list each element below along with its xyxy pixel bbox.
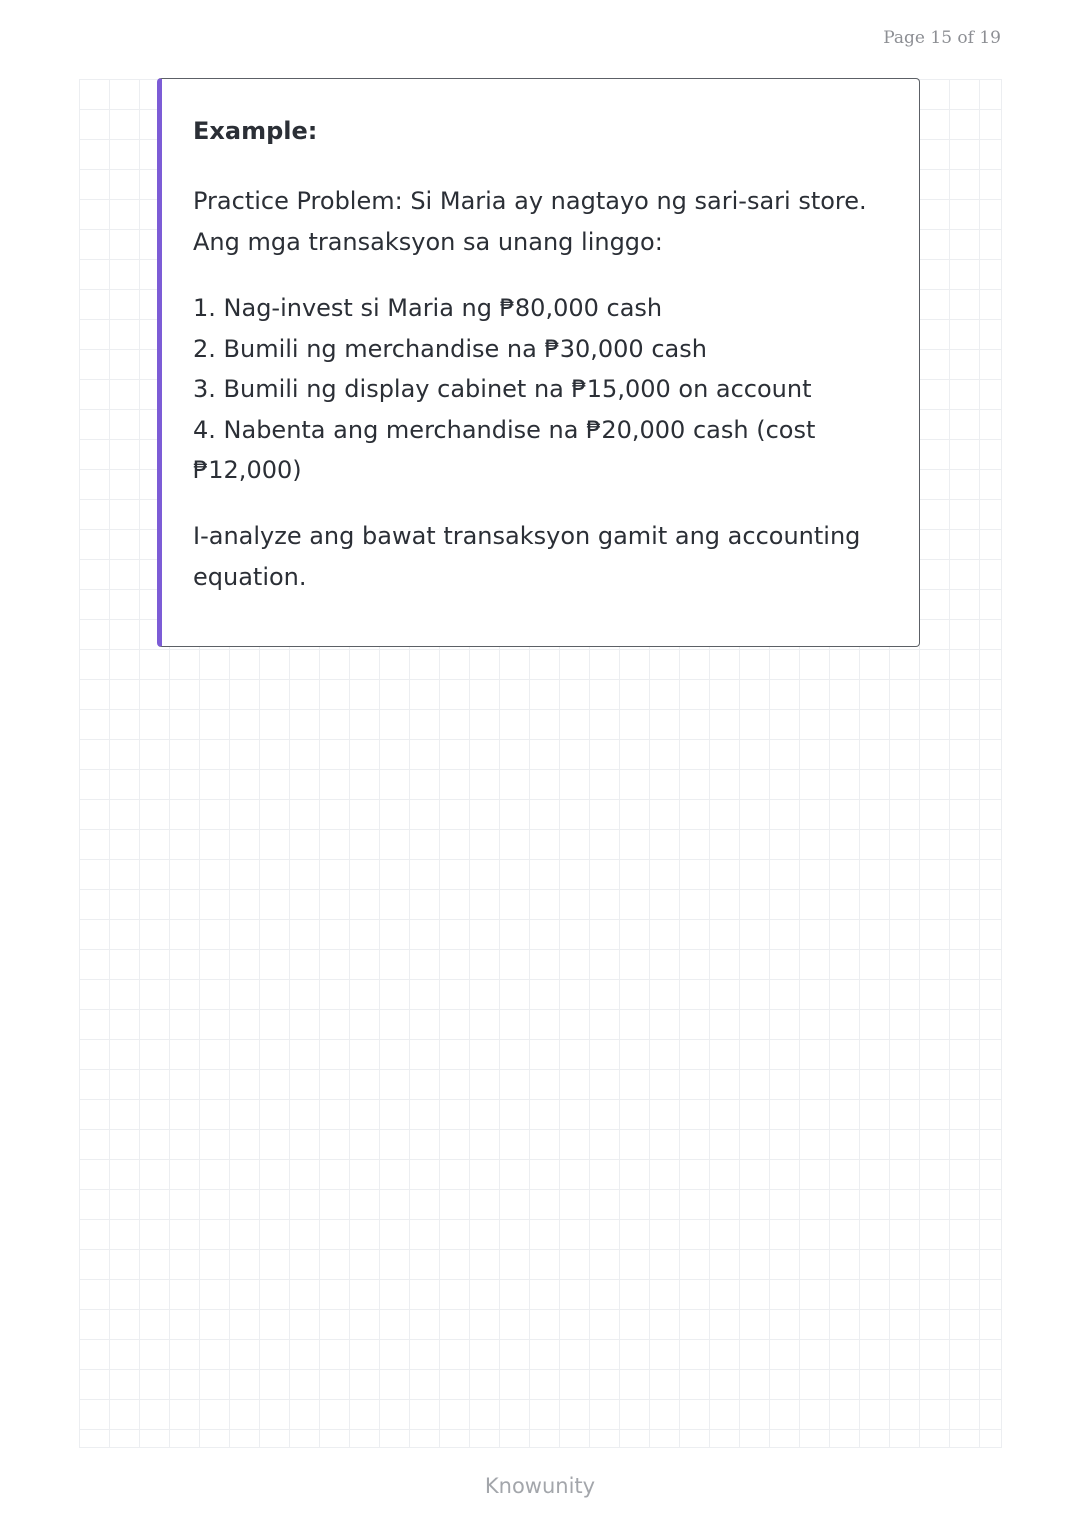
instruction-text: I-analyze ang bawat transaksyon gamit ang accounting equation. <box>193 521 861 591</box>
page-number: Page 15 of 19 <box>883 28 1001 48</box>
card-title: Example: <box>193 117 318 145</box>
example-card <box>157 78 920 647</box>
list-item: 4. Nabenta ang merchandise na ₱20,000 cash (cost ₱12,000) <box>193 415 816 484</box>
list-item: 1. Nag-invest si Maria ng ₱80,000 cash <box>193 294 663 322</box>
brand-watermark: Knowunity <box>484 1474 596 1498</box>
practice-problem-intro: Practice Problem: Si Maria ay nagtayo ng sari-sari store. Ang mga transaksyon sa unang linggo: <box>193 187 867 256</box>
list-item: 3. Bumili ng display cabinet na ₱15,000 on account <box>193 375 812 403</box>
list-item: 2. Bumili ng merchandise na ₱30,000 cash <box>193 334 707 363</box>
transaction-list <box>193 288 889 491</box>
